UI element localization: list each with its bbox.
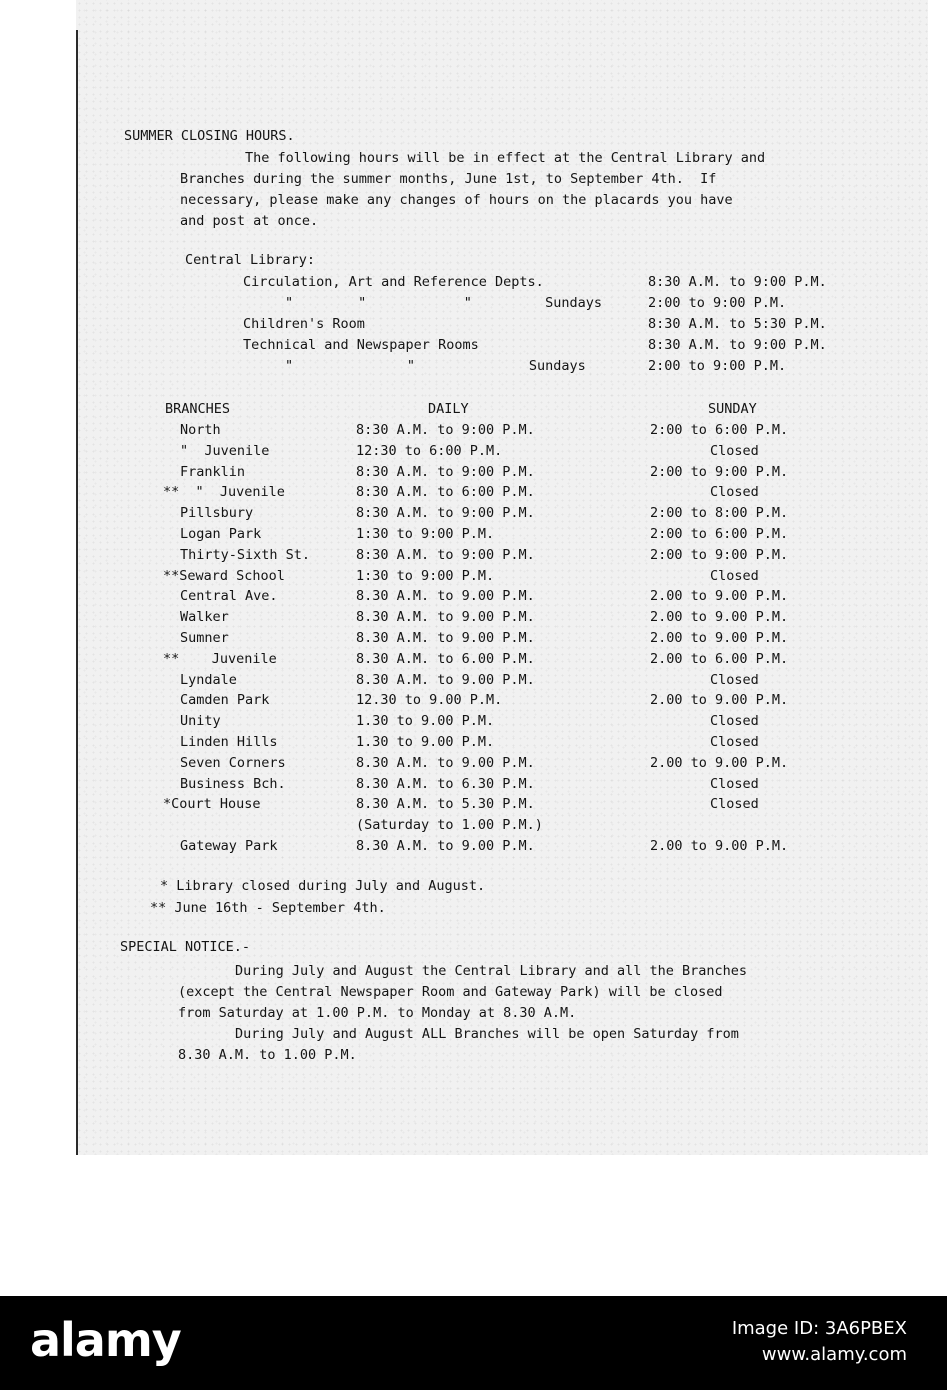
branch-daily-cell: (Saturday to 1.00 P.M.) bbox=[356, 817, 543, 833]
central-row-hours: 8:30 A.M. to 9:00 P.M. bbox=[648, 274, 827, 290]
branch-daily-cell: 8:30 A.M. to 9:00 P.M. bbox=[356, 547, 535, 563]
branch-sunday-cell: 2:00 to 9:00 P.M. bbox=[650, 547, 789, 563]
branch-sunday-cell: Closed bbox=[710, 713, 759, 729]
branch-sunday-cell: Closed bbox=[710, 776, 759, 792]
image-id-label: Image ID: 3A6PBEX bbox=[731, 1318, 907, 1339]
intro-line: Branches during the summer months, June 1st, to September 4th. If bbox=[180, 171, 717, 187]
central-row-label: Technical and Newspaper Rooms bbox=[243, 337, 479, 353]
branch-name-cell: Walker bbox=[180, 609, 229, 625]
branch-sunday-cell: Closed bbox=[710, 484, 759, 500]
branch-daily-cell: 8.30 A.M. to 9.00 P.M. bbox=[356, 672, 535, 688]
central-row-hours: 8:30 A.M. to 5:30 P.M. bbox=[648, 316, 827, 332]
branch-name-cell: Thirty-Sixth St. bbox=[180, 547, 311, 563]
intro-line: and post at once. bbox=[180, 213, 319, 229]
branch-name-cell: North bbox=[180, 422, 221, 438]
branch-name-cell: Pillsbury bbox=[180, 505, 254, 521]
notice-line: During July and August ALL Branches will be open Saturday from bbox=[235, 1026, 739, 1042]
daily-header: DAILY bbox=[428, 401, 469, 417]
central-row-label: " " " Sundays bbox=[285, 295, 602, 311]
branch-daily-cell: 8:30 A.M. to 6:00 P.M. bbox=[356, 484, 535, 500]
branch-sunday-cell: Closed bbox=[710, 443, 759, 459]
branch-sunday-cell: 2:00 to 8:00 P.M. bbox=[650, 505, 789, 521]
branch-daily-cell: 12.30 to 9.00 P.M. bbox=[356, 692, 503, 708]
central-row-hours: 8:30 A.M. to 9:00 P.M. bbox=[648, 337, 827, 353]
branch-daily-cell: 8.30 A.M. to 6.00 P.M. bbox=[356, 651, 535, 667]
branch-daily-cell: 1.30 to 9.00 P.M. bbox=[356, 734, 495, 750]
branch-sunday-cell: 2:00 to 6:00 P.M. bbox=[650, 422, 789, 438]
branch-daily-cell: 8.30 A.M. to 9.00 P.M. bbox=[356, 588, 535, 604]
notice-line: (except the Central Newspaper Room and Gateway Park) will be closed bbox=[178, 984, 723, 1000]
branch-daily-cell: 8:30 A.M. to 9:00 P.M. bbox=[356, 464, 535, 480]
notice-line: 8.30 A.M. to 1.00 P.M. bbox=[178, 1047, 357, 1063]
branch-name-cell: Unity bbox=[180, 713, 221, 729]
central-row-label: " " Sundays bbox=[285, 358, 586, 374]
branch-name-cell: ** Juvenile bbox=[163, 651, 277, 667]
branch-daily-cell: 8.30 A.M. to 9.00 P.M. bbox=[356, 755, 535, 771]
branch-sunday-cell: 2.00 to 9.00 P.M. bbox=[650, 609, 789, 625]
branch-sunday-cell: 2.00 to 9.00 P.M. bbox=[650, 630, 789, 646]
watermark-footer bbox=[0, 1296, 947, 1390]
branch-daily-cell: 1:30 to 9:00 P.M. bbox=[356, 568, 495, 584]
branch-name-cell: Linden Hills bbox=[180, 734, 278, 750]
branch-name-cell: Central Ave. bbox=[180, 588, 278, 604]
branch-name-cell: Business Bch. bbox=[180, 776, 286, 792]
branch-daily-cell: 1:30 to 9:00 P.M. bbox=[356, 526, 495, 542]
branch-sunday-cell: Closed bbox=[710, 672, 759, 688]
branch-name-cell: " Juvenile bbox=[180, 443, 270, 459]
page-title: SUMMER CLOSING HOURS. bbox=[124, 128, 295, 144]
branch-sunday-cell: 2.00 to 9.00 P.M. bbox=[650, 755, 789, 771]
branch-sunday-cell: 2:00 to 6:00 P.M. bbox=[650, 526, 789, 542]
branch-name-cell: Seven Corners bbox=[180, 755, 286, 771]
notice-line: During July and August the Central Library and all the Branches bbox=[235, 963, 748, 979]
branch-daily-cell: 8.30 A.M. to 9.00 P.M. bbox=[356, 630, 535, 646]
branch-name-cell: ** " Juvenile bbox=[163, 484, 285, 500]
branch-daily-cell: 8.30 A.M. to 9.00 P.M. bbox=[356, 609, 535, 625]
central-row-hours: 2:00 to 9:00 P.M. bbox=[648, 295, 787, 311]
notice-heading: SPECIAL NOTICE.- bbox=[120, 939, 251, 955]
footnote: * Library closed during July and August. bbox=[160, 878, 486, 894]
notice-line: from Saturday at 1.00 P.M. to Monday at 8.30 A.M. bbox=[178, 1005, 577, 1021]
central-row-hours: 2:00 to 9:00 P.M. bbox=[648, 358, 787, 374]
branch-name-cell: Logan Park bbox=[180, 526, 262, 542]
site-url: www.alamy.com bbox=[761, 1344, 907, 1365]
branch-daily-cell: 8:30 A.M. to 9:00 P.M. bbox=[356, 422, 535, 438]
central-row-label: Circulation, Art and Reference Depts. bbox=[243, 274, 544, 290]
branch-name-cell: Franklin bbox=[180, 464, 246, 480]
footnote: ** June 16th - September 4th. bbox=[150, 900, 386, 916]
branch-daily-cell: 8.30 A.M. to 6.30 P.M. bbox=[356, 776, 535, 792]
central-row-label: Children's Room bbox=[243, 316, 365, 332]
branches-header: BRANCHES bbox=[165, 401, 231, 417]
central-heading: Central Library: bbox=[185, 252, 316, 268]
intro-line: The following hours will be in effect at the Central Library and bbox=[245, 150, 766, 166]
branch-sunday-cell: 2.00 to 9.00 P.M. bbox=[650, 838, 789, 854]
sunday-header: SUNDAY bbox=[708, 401, 757, 417]
branch-sunday-cell: Closed bbox=[710, 568, 759, 584]
branch-sunday-cell: 2.00 to 9.00 P.M. bbox=[650, 692, 789, 708]
branch-name-cell: **Seward School bbox=[163, 568, 285, 584]
branch-name-cell: *Court House bbox=[163, 796, 261, 812]
branch-name-cell: Gateway Park bbox=[180, 838, 278, 854]
branch-daily-cell: 8:30 A.M. to 9:00 P.M. bbox=[356, 505, 535, 521]
branch-daily-cell: 8.30 A.M. to 9.00 P.M. bbox=[356, 838, 535, 854]
footer-info bbox=[732, 1316, 907, 1368]
branch-daily-cell: 1.30 to 9.00 P.M. bbox=[356, 713, 495, 729]
intro-line: necessary, please make any changes of hours on the placards you have bbox=[180, 192, 733, 208]
branch-name-cell: Sumner bbox=[180, 630, 229, 646]
branch-sunday-cell: 2.00 to 6.00 P.M. bbox=[650, 651, 789, 667]
brand-logo: alamy bbox=[30, 1313, 181, 1367]
branch-name-cell: Lyndale bbox=[180, 672, 237, 688]
branch-sunday-cell: Closed bbox=[710, 734, 759, 750]
branch-name-cell: Camden Park bbox=[180, 692, 270, 708]
branch-sunday-cell: 2:00 to 9:00 P.M. bbox=[650, 464, 789, 480]
branch-sunday-cell: Closed bbox=[710, 796, 759, 812]
branch-sunday-cell: 2.00 to 9.00 P.M. bbox=[650, 588, 789, 604]
branch-daily-cell: 12:30 to 6:00 P.M. bbox=[356, 443, 503, 459]
branch-daily-cell: 8.30 A.M. to 5.30 P.M. bbox=[356, 796, 535, 812]
